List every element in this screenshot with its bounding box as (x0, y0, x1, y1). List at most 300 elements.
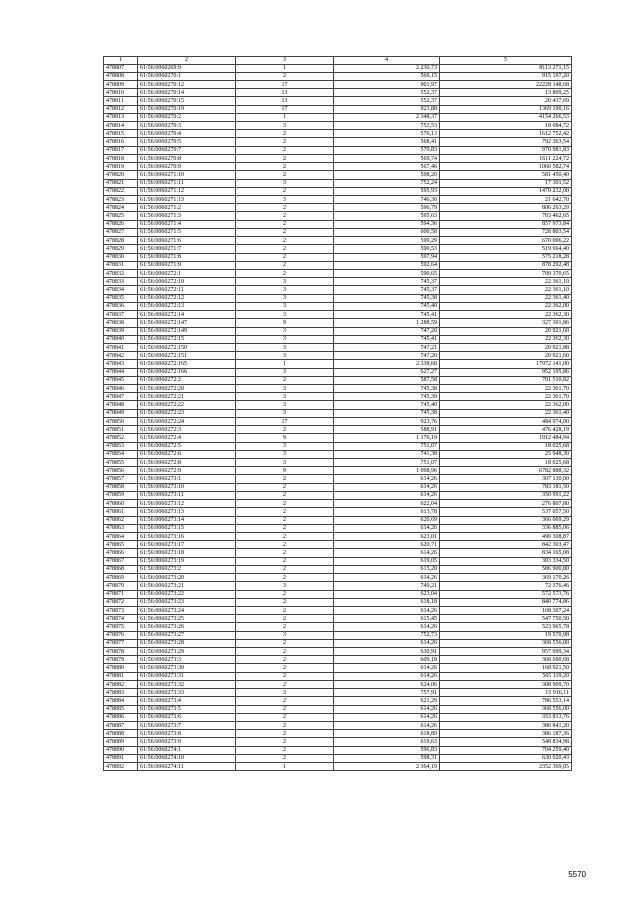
cadastral-number-cell: 61:56:0060272:150 (138, 343, 236, 351)
value-cell: 366 069,29 (440, 516, 572, 524)
area-cell: 592,64 (334, 261, 440, 269)
row-number-cell: 478809 (104, 80, 138, 88)
row-number-cell: 478808 (104, 72, 138, 80)
value-cell: 586 900,80 (440, 565, 572, 573)
row-number-cell: 478887 (104, 722, 138, 730)
table-row (104, 163, 572, 171)
cadastral-number-cell: 61:56:0060273:18 (138, 549, 236, 557)
value-cell: 20 921,88 (440, 343, 572, 351)
row-number-cell: 478869 (104, 574, 138, 582)
column-header-1: 1 (104, 57, 138, 65)
table-row (104, 524, 572, 532)
area-cell: 623,01 (334, 532, 440, 540)
value-cell: 17 301,52 (440, 179, 572, 187)
row-number-cell: 478845 (104, 376, 138, 384)
table-row (104, 196, 572, 204)
count-cell: 2 (236, 549, 334, 557)
page-number: 5570 (568, 870, 586, 879)
table-row (104, 565, 572, 573)
cadastral-number-cell: 61:56:0060270:1 (138, 72, 236, 80)
row-number-cell: 478863 (104, 524, 138, 532)
value-cell: 18 084,72 (440, 122, 572, 130)
value-cell: 548 834,98 (440, 738, 572, 746)
cadastral-number-cell: 61:56:0060274:1 (138, 746, 236, 754)
row-number-cell: 478864 (104, 532, 138, 540)
table-row (104, 475, 572, 483)
cadastral-number-cell: 61:56:0060273:13 (138, 508, 236, 516)
count-cell: 3 (236, 385, 334, 393)
value-cell: 22 362,00 (440, 401, 572, 409)
count-cell: 2 (236, 245, 334, 253)
row-number-cell: 478812 (104, 105, 138, 113)
column-header-3: 3 (236, 57, 334, 65)
area-cell: 614,26 (334, 623, 440, 631)
count-cell: 3 (236, 327, 334, 335)
value-cell: 276 807,80 (440, 500, 572, 508)
row-number-cell: 478840 (104, 335, 138, 343)
cadastral-number-cell: 61:56:0060273:33 (138, 689, 236, 697)
count-cell: 2 (236, 738, 334, 746)
table-row (104, 491, 572, 499)
count-cell: 2 (236, 426, 334, 434)
cadastral-number-cell: 61:56:0060273:9 (138, 738, 236, 746)
area-cell: 614,26 (334, 672, 440, 680)
area-cell: 599,29 (334, 237, 440, 245)
value-cell: 22 361,10 (440, 278, 572, 286)
count-cell: 2 (236, 532, 334, 540)
value-cell: 72 376,46 (440, 582, 572, 590)
row-number-cell: 478827 (104, 228, 138, 236)
count-cell: 3 (236, 352, 334, 360)
cadastral-number-cell: 61:56:0060272:21 (138, 393, 236, 401)
count-cell: 13 (236, 97, 334, 105)
count-cell: 2 (236, 606, 334, 614)
cadastral-number-cell: 61:56:0060273:21 (138, 582, 236, 590)
count-cell: 2 (236, 590, 334, 598)
count-cell: 3 (236, 179, 334, 187)
cadastral-number-cell: 61:56:0060273:11 (138, 491, 236, 499)
cadastral-number-cell: 61:56:0060273:17 (138, 541, 236, 549)
count-cell: 2 (236, 146, 334, 154)
cadastral-number-cell: 61:56:0060270:2 (138, 113, 236, 121)
area-cell: 614,26 (334, 524, 440, 532)
table-row (104, 105, 572, 113)
table-row (104, 368, 572, 376)
table-row (104, 138, 572, 146)
table-row (104, 532, 572, 540)
value-cell: 709 370,65 (440, 269, 572, 277)
table-row (104, 557, 572, 565)
cadastral-number-cell: 61:56:0060271:7 (138, 245, 236, 253)
count-cell: 2 (236, 713, 334, 721)
table-row (104, 319, 572, 327)
cadastral-number-cell: 61:56:0060271:5 (138, 228, 236, 236)
row-number-cell: 478828 (104, 237, 138, 245)
value-cell: 537 057,50 (440, 508, 572, 516)
count-cell: 2 (236, 220, 334, 228)
row-number-cell: 478860 (104, 500, 138, 508)
table-row (104, 648, 572, 656)
count-cell: 3 (236, 631, 334, 639)
cadastral-number-cell: 61:56:0060273:10 (138, 483, 236, 491)
value-cell: 22 362,30 (440, 335, 572, 343)
count-cell: 2 (236, 475, 334, 483)
cadastral-number-cell: 61:56:0060272:5 (138, 442, 236, 450)
count-cell: 1 (236, 763, 334, 771)
table-row (104, 434, 572, 442)
count-cell: 2 (236, 639, 334, 647)
cadastral-number-cell: 61:56:0060273:24 (138, 606, 236, 614)
area-cell: 619,05 (334, 557, 440, 565)
row-number-cell: 478831 (104, 261, 138, 269)
table-row (104, 713, 572, 721)
count-cell: 3 (236, 442, 334, 450)
row-number-cell: 478855 (104, 459, 138, 467)
area-cell: 751,07 (334, 459, 440, 467)
value-cell: 1611 224,72 (440, 154, 572, 162)
count-cell: 3 (236, 582, 334, 590)
table-row (104, 467, 572, 475)
header-row (104, 57, 572, 65)
table-row (104, 598, 572, 606)
row-number-cell: 478811 (104, 97, 138, 105)
cadastral-number-cell: 61:56:0060270:8 (138, 154, 236, 162)
count-cell: 2 (236, 171, 334, 179)
count-cell: 2 (236, 705, 334, 713)
area-cell: 741,38 (334, 450, 440, 458)
value-cell: 19 570,98 (440, 631, 572, 639)
area-cell: 630,91 (334, 648, 440, 656)
cadastral-number-cell: 61:56:0060273:30 (138, 664, 236, 672)
table-row (104, 697, 572, 705)
row-number-cell: 478844 (104, 368, 138, 376)
table-row (104, 689, 572, 697)
area-cell: 569,74 (334, 154, 440, 162)
area-cell: 747,20 (334, 327, 440, 335)
cadastral-number-cell: 61:56:0060269:9 (138, 64, 236, 72)
area-cell: 590,53 (334, 245, 440, 253)
value-cell: 1060 582,74 (440, 163, 572, 171)
value-cell: 703 462,65 (440, 212, 572, 220)
table-row (104, 672, 572, 680)
area-cell: 614,26 (334, 705, 440, 713)
value-cell: 484 974,00 (440, 417, 572, 425)
table-row (104, 450, 572, 458)
area-cell: 752,73 (334, 631, 440, 639)
area-cell: 753,53 (334, 122, 440, 130)
table-row (104, 376, 572, 384)
table-body (104, 64, 572, 771)
table-row (104, 187, 572, 195)
value-cell: 20 921,60 (440, 352, 572, 360)
table-row (104, 574, 572, 582)
area-cell: 620,71 (334, 541, 440, 549)
table-row (104, 171, 572, 179)
table-row (104, 680, 572, 688)
table-row (104, 278, 572, 286)
cadastral-number-cell: 61:56:0060271:10 (138, 171, 236, 179)
count-cell: 2 (236, 204, 334, 212)
count-cell: 2 (236, 269, 334, 277)
row-number-cell: 478825 (104, 212, 138, 220)
row-number-cell: 478843 (104, 360, 138, 368)
value-cell: 857 973,84 (440, 220, 572, 228)
row-number-cell: 478858 (104, 483, 138, 491)
table-row (104, 508, 572, 516)
count-cell: 3 (236, 294, 334, 302)
row-number-cell: 478883 (104, 689, 138, 697)
value-cell: 15 916,11 (440, 689, 572, 697)
row-number-cell: 478885 (104, 705, 138, 713)
count-cell: 2 (236, 565, 334, 573)
table-row (104, 122, 572, 130)
count-cell: 2 (236, 722, 334, 730)
row-number-cell: 478835 (104, 294, 138, 302)
area-cell: 901,97 (334, 80, 440, 88)
area-cell: 614,26 (334, 722, 440, 730)
value-cell: 547 750,50 (440, 615, 572, 623)
cadastral-number-cell: 61:56:0060272:14 (138, 311, 236, 319)
area-cell: 618,89 (334, 730, 440, 738)
count-cell: 17 (236, 417, 334, 425)
row-number-cell: 478833 (104, 278, 138, 286)
table-row (104, 442, 572, 450)
count-cell: 2 (236, 508, 334, 516)
table-row (104, 220, 572, 228)
value-cell: 369 170,26 (440, 574, 572, 582)
table-row (104, 72, 572, 80)
row-number-cell: 478823 (104, 196, 138, 204)
value-cell: 581 450,40 (440, 171, 572, 179)
row-number-cell: 478829 (104, 245, 138, 253)
value-cell: 353 813,76 (440, 713, 572, 721)
row-number-cell: 478854 (104, 450, 138, 458)
area-cell: 751,07 (334, 442, 440, 450)
table-row (104, 401, 572, 409)
row-number-cell: 478813 (104, 113, 138, 121)
area-cell: 570,83 (334, 146, 440, 154)
value-cell: 18 025,68 (440, 442, 572, 450)
area-cell: 745,41 (334, 335, 440, 343)
row-number-cell: 478861 (104, 508, 138, 516)
area-cell: 627,27 (334, 368, 440, 376)
count-cell: 2 (236, 664, 334, 672)
count-cell: 3 (236, 196, 334, 204)
table-row (104, 590, 572, 598)
cadastral-number-cell: 61:56:0060273:6 (138, 713, 236, 721)
value-cell: 308 909,70 (440, 680, 572, 688)
area-cell: 622,04 (334, 500, 440, 508)
count-cell: 2 (236, 648, 334, 656)
cadastral-number-cell: 61:56:0060273:7 (138, 722, 236, 730)
value-cell: 878 292,48 (440, 261, 572, 269)
area-cell: 923,76 (334, 417, 440, 425)
value-cell: 17972 141,00 (440, 360, 572, 368)
value-cell: 22 361,70 (440, 393, 572, 401)
table-row (104, 335, 572, 343)
row-number-cell: 478867 (104, 557, 138, 565)
value-cell: 1369 190,16 (440, 105, 572, 113)
row-number-cell: 478817 (104, 146, 138, 154)
area-cell: 2 348,37 (334, 113, 440, 121)
value-cell: 523 965,78 (440, 623, 572, 631)
cadastral-number-cell: 61:56:0060273:5 (138, 705, 236, 713)
row-number-cell: 478837 (104, 311, 138, 319)
area-cell: 614,26 (334, 606, 440, 614)
table-row (104, 113, 572, 121)
table-row (104, 64, 572, 72)
area-cell: 1 288,59 (334, 319, 440, 327)
value-cell: 22 361,40 (440, 294, 572, 302)
records-sheet (103, 56, 571, 771)
count-cell: 2 (236, 574, 334, 582)
area-cell: 609,18 (334, 656, 440, 664)
area-cell: 597,94 (334, 253, 440, 261)
value-cell: 327 301,86 (440, 319, 572, 327)
table-row (104, 738, 572, 746)
area-cell: 595,63 (334, 212, 440, 220)
table-row (104, 146, 572, 154)
cadastral-number-cell: 61:56:0060272:4 (138, 434, 236, 442)
row-number-cell: 478871 (104, 590, 138, 598)
table-row (104, 459, 572, 467)
value-cell: 1912 484,94 (440, 434, 572, 442)
area-cell: 745,40 (334, 302, 440, 310)
row-number-cell: 478851 (104, 426, 138, 434)
cadastral-number-cell: 61:56:0060272:13 (138, 302, 236, 310)
value-cell: 952 195,86 (440, 368, 572, 376)
cadastral-number-cell: 61:56:0060272:6 (138, 450, 236, 458)
count-cell: 2 (236, 656, 334, 664)
row-number-cell: 478872 (104, 598, 138, 606)
area-cell: 569,15 (334, 72, 440, 80)
row-number-cell: 478820 (104, 171, 138, 179)
value-cell: 575 218,28 (440, 253, 572, 261)
table-row (104, 483, 572, 491)
column-header-5: 5 (440, 57, 572, 65)
count-cell: 2 (236, 491, 334, 499)
area-cell: 2 364,19 (334, 763, 440, 771)
cadastral-number-cell: 61:56:0060273:12 (138, 500, 236, 508)
cadastral-number-cell: 61:56:0060273:4 (138, 697, 236, 705)
value-cell: 386 187,36 (440, 730, 572, 738)
area-cell: 745,38 (334, 294, 440, 302)
area-cell: 620,69 (334, 516, 440, 524)
table-row (104, 286, 572, 294)
table-row (104, 302, 572, 310)
area-cell: 596,83 (334, 746, 440, 754)
cadastral-number-cell: 61:56:0060272:11 (138, 286, 236, 294)
area-cell: 757,91 (334, 689, 440, 697)
count-cell: 2 (236, 516, 334, 524)
cadastral-number-cell: 61:56:0060273:16 (138, 532, 236, 540)
cadastral-number-cell: 61:56:0060273:28 (138, 639, 236, 647)
count-cell: 2 (236, 376, 334, 384)
table-row (104, 327, 572, 335)
count-cell: 3 (236, 311, 334, 319)
area-cell: 745,38 (334, 385, 440, 393)
count-cell: 2 (236, 746, 334, 754)
value-cell: 350 991,22 (440, 491, 572, 499)
table-row (104, 763, 572, 771)
count-cell: 9 (236, 319, 334, 327)
count-cell: 9 (236, 434, 334, 442)
table-row (104, 261, 572, 269)
value-cell: 834 165,08 (440, 549, 572, 557)
value-cell: 8113 271,15 (440, 64, 572, 72)
cadastral-number-cell: 61:56:0060272:24 (138, 417, 236, 425)
cadastral-number-cell: 61:56:0060272:20 (138, 385, 236, 393)
value-cell: 915 197,20 (440, 72, 572, 80)
cadastral-number-cell: 61:56:0060273:26 (138, 623, 236, 631)
count-cell: 2 (236, 672, 334, 680)
count-cell: 2 (236, 483, 334, 491)
area-cell: 2 338,60 (334, 360, 440, 368)
count-cell: 1 (236, 113, 334, 121)
cadastral-number-cell: 61:56:0060273:22 (138, 590, 236, 598)
area-cell: 1 176,19 (334, 434, 440, 442)
cadastral-number-cell: 61:56:0060272:2 (138, 376, 236, 384)
area-cell: 594,36 (334, 220, 440, 228)
row-number-cell: 478877 (104, 639, 138, 647)
row-number-cell: 478824 (104, 204, 138, 212)
area-cell: 2 230,73 (334, 64, 440, 72)
area-cell: 614,26 (334, 549, 440, 557)
count-cell: 2 (236, 237, 334, 245)
table-row (104, 582, 572, 590)
value-cell: 1612 752,42 (440, 130, 572, 138)
row-number-cell: 478848 (104, 401, 138, 409)
cadastral-number-cell: 61:56:0060270:5 (138, 138, 236, 146)
area-cell: 598,31 (334, 754, 440, 762)
row-number-cell: 478834 (104, 286, 138, 294)
cadastral-number-cell: 61:56:0060270:14 (138, 89, 236, 97)
value-cell: 572 573,76 (440, 590, 572, 598)
table-row (104, 623, 572, 631)
row-number-cell: 478870 (104, 582, 138, 590)
area-cell: 615,20 (334, 565, 440, 573)
area-cell: 623,04 (334, 590, 440, 598)
table-row (104, 500, 572, 508)
row-number-cell: 478862 (104, 516, 138, 524)
area-cell: 552,37 (334, 97, 440, 105)
row-number-cell: 478818 (104, 154, 138, 162)
value-cell: 728 803,54 (440, 228, 572, 236)
cadastral-number-cell: 61:56:0060272:22 (138, 401, 236, 409)
value-cell: 22 361,40 (440, 409, 572, 417)
row-number-cell: 478889 (104, 738, 138, 746)
cadastral-number-cell: 61:56:0060271:8 (138, 253, 236, 261)
table-row (104, 294, 572, 302)
count-cell: 13 (236, 89, 334, 97)
table-row (104, 664, 572, 672)
value-cell: 22228 148,68 (440, 80, 572, 88)
count-cell: 3 (236, 459, 334, 467)
row-number-cell: 478875 (104, 623, 138, 631)
value-cell: 368 690,68 (440, 656, 572, 664)
cadastral-number-cell: 61:56:0060270:7 (138, 146, 236, 154)
row-number-cell: 478832 (104, 269, 138, 277)
value-cell: 970 981,83 (440, 146, 572, 154)
cadastral-number-cell: 61:56:0060272:10 (138, 278, 236, 286)
table-row (104, 549, 572, 557)
cadastral-number-cell: 61:56:0060270:15 (138, 97, 236, 105)
cadastral-number-cell: 61:56:0060271:3 (138, 212, 236, 220)
count-cell: 2 (236, 541, 334, 549)
count-cell: 2 (236, 500, 334, 508)
cadastral-number-cell: 61:56:0060271:6 (138, 237, 236, 245)
value-cell: 701 510,82 (440, 376, 572, 384)
